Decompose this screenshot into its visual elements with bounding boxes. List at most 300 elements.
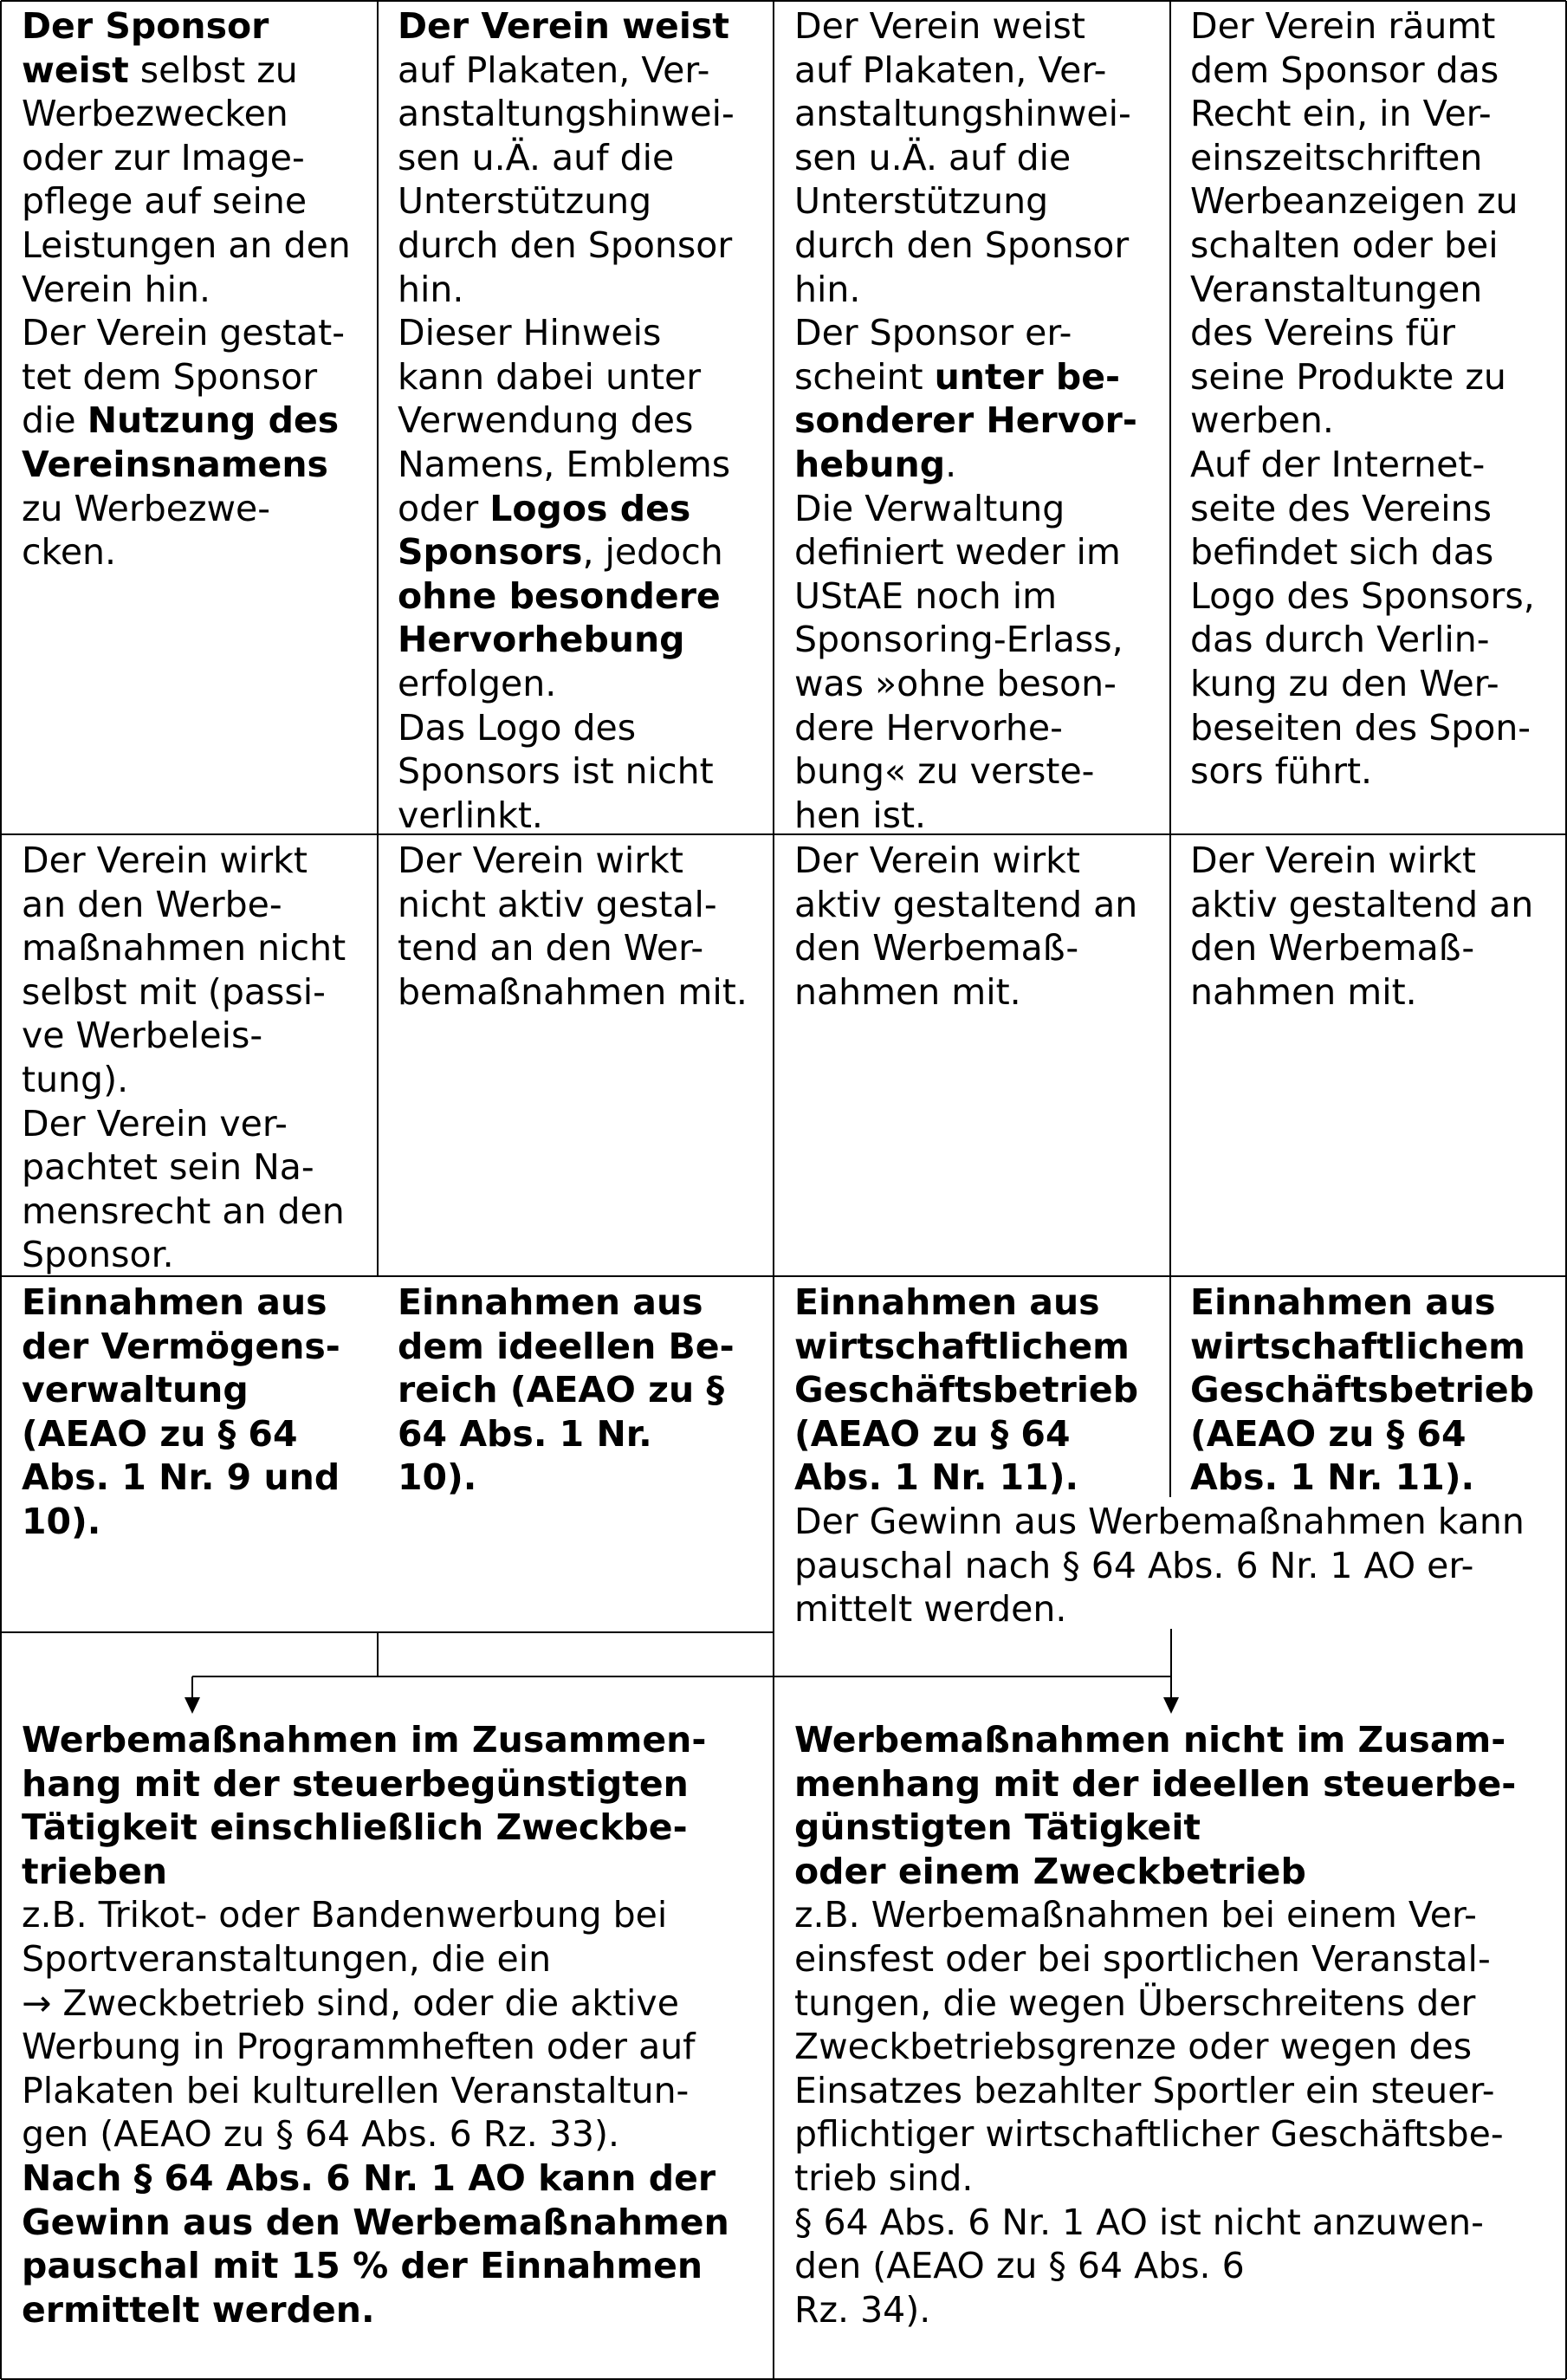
text-run: durch den Sponsor [398,224,733,266]
text-line [794,530,1162,574]
bold-text-run: Nach § 64 Abs. 6 Nr. 1 AO kann der [22,2156,716,2199]
text-run: schalten oder bei [1190,224,1499,266]
text-run: den Werbemaß- [794,927,1079,970]
text-line [22,1325,372,1369]
row1-col3-cell [794,4,1162,837]
text-line [794,1981,1561,2026]
arrow-head-left [185,1697,200,1714]
text-line [398,530,766,574]
text-line [398,1412,766,1456]
text-line [22,1281,372,1325]
text-line [794,1937,1561,1981]
text-line [794,662,1162,706]
text-run: Dieser Hinweis [398,312,662,354]
text-line [22,1806,768,1850]
text-line [1190,662,1558,706]
text-line [794,49,1162,93]
text-run: Der Verein ver- [22,1102,288,1145]
bottom-left-cell [22,1718,768,2331]
text-line [794,749,1162,794]
text-run: , jedoch [582,531,723,574]
bottom-right-cell [794,1718,1561,2331]
text-run: definiert weder im [794,531,1121,574]
text-line [398,839,766,883]
text-line [398,926,766,970]
text-run: hen ist. [794,794,927,836]
text-line [1190,399,1558,443]
text-line [1190,443,1558,487]
text-run: einsfest oder bei sportlichen Veranstal- [794,1937,1491,1980]
text-run: oder [398,487,490,529]
text-line [794,1281,1162,1325]
bold-text-run: Nutzung des [87,399,340,442]
text-line [22,1412,372,1456]
text-line [1190,530,1558,574]
row3-col1-cell [22,1281,372,1544]
bold-text-run: reich (AEAO zu § [398,1369,725,1411]
bold-text-run: Werbemaßnahmen nicht im Zusam- [794,1719,1506,1761]
text-line [22,268,372,312]
text-line [398,1325,766,1369]
text-line [22,2069,768,2113]
arrow-head-right [1163,1697,1179,1714]
text-line [22,2112,768,2156]
bold-text-run: dem ideellen Be- [398,1325,735,1367]
text-line [22,399,372,443]
text-line [794,794,1162,838]
text-line [794,2156,1561,2201]
text-line [1190,224,1558,268]
text-line [794,2288,1561,2332]
bold-text-run: ermittelt werden. [22,2288,375,2331]
text-line [22,926,372,970]
bold-text-run: menhang mit der ideellen steuerbe- [794,1762,1517,1805]
text-run: sen u.Ä. auf die [398,136,675,178]
text-run: pflichtiger wirtschaftlicher Geschäftsbe- [794,2113,1504,2156]
text-run: Plakaten bei kulturellen Veranstaltun- [22,2069,690,2111]
text-line [398,268,766,312]
bold-text-run: Abs. 1 Nr. 11). [1190,1456,1475,1499]
bold-text-run: 10). [398,1456,477,1499]
text-line [794,1368,1162,1412]
text-line [22,2201,768,2245]
text-run: Der Sponsor er- [794,312,1072,354]
text-line [794,1412,1162,1456]
text-line [22,4,372,49]
text-run: Verein hin. [22,268,211,310]
text-run: den (AEAO zu § 64 Abs. 6 [794,2245,1245,2287]
bold-text-run: 10). [22,1500,101,1542]
row1-col1-cell [22,4,372,574]
row2-col3-cell [794,839,1162,1014]
text-line [794,2201,1561,2245]
text-line [398,49,766,93]
text-run: Der Verein wirkt [1190,840,1476,881]
text-run: kung zu den Wer- [1190,662,1499,704]
text-run: das durch Verlin- [1190,619,1490,661]
text-line [794,574,1162,619]
text-line [794,179,1162,224]
text-line [398,794,766,838]
text-run: auf Plakaten, Ver- [398,49,710,91]
text-line [22,1718,768,1762]
text-line [1190,179,1558,224]
text-run: Der Verein gestat- [22,312,346,354]
text-line [398,224,766,268]
text-run: oder zur Image- [22,136,305,178]
text-line [398,662,766,706]
text-line [22,1456,372,1500]
text-line [794,1718,1561,1762]
text-line [22,1014,372,1058]
text-run: Werbeanzeigen zu [1190,180,1518,223]
text-run: anstaltungshinwei- [794,93,1131,135]
text-line [1190,883,1558,927]
text-line [398,355,766,399]
text-line [1190,49,1558,93]
text-line [794,1500,1561,1544]
text-line [22,883,372,927]
text-run: zu Werbezwe- [22,487,271,529]
text-line [1190,926,1558,970]
bold-text-run: pauschal mit 15 % der Einnahmen [22,2245,703,2287]
bold-text-run: wirtschaftlichem [1190,1325,1525,1367]
text-line [22,2244,768,2288]
text-line [22,839,372,883]
text-line [794,618,1162,662]
text-run: Der Verein räumt [1190,5,1496,47]
text-run: tung). [22,1058,129,1100]
text-line [1190,574,1558,619]
text-line [22,2025,768,2069]
text-line [398,1281,766,1325]
text-run: gen (AEAO zu § 64 Abs. 6 Rz. 33). [22,2113,620,2156]
text-run: pachtet sein Na- [22,1146,314,1189]
text-line [794,1325,1162,1369]
shared-note-cell [794,1500,1561,1631]
bold-text-run: günstigten Tätigkeit [794,1806,1201,1849]
text-line [398,574,766,619]
text-run: hin. [398,268,464,310]
bold-text-run: Tätigkeit einschließlich Zweckbe- [22,1806,688,1849]
text-run: z.B. Trikot- oder Bandenwerbung bei [22,1894,668,1936]
text-line [1190,1456,1558,1500]
text-run: Der Verein wirkt [398,840,683,881]
text-run: bemaßnahmen mit. [398,970,748,1013]
text-run: seite des Vereins [1190,487,1492,529]
text-line [398,179,766,224]
bold-text-run: weist [22,49,129,91]
text-run: Recht ein, in Ver- [1190,93,1492,135]
text-run: trieb sind. [794,2156,974,2199]
text-line [22,1981,768,2026]
text-run: auf Plakaten, Ver- [794,49,1107,91]
row3-col4-cell [1190,1281,1558,1500]
text-run: . [945,443,957,485]
text-run: Das Logo des [398,706,637,749]
text-line [398,618,766,662]
row1-col4-cell [1190,4,1558,794]
text-line [1190,706,1558,750]
text-line [1190,1325,1558,1369]
text-run: nahmen mit. [1190,970,1417,1013]
text-run: Der Verein weist [794,5,1085,47]
text-line [22,1190,372,1234]
text-line [398,883,766,927]
text-run: tet dem Sponsor [22,355,318,398]
text-line [794,92,1162,136]
text-line [22,2288,768,2332]
text-line [1190,311,1558,355]
text-run: cken. [22,531,117,574]
text-run: → Zweckbetrieb sind, oder die aktive [22,1981,679,2024]
bold-text-run: Einnahmen aus [22,1281,327,1323]
text-line [794,487,1162,531]
bold-text-run: (AEAO zu § 64 [794,1412,1071,1455]
bold-text-run: der Vermögens- [22,1325,340,1367]
text-line [398,311,766,355]
text-run: selbst zu [128,49,298,91]
text-line [1190,92,1558,136]
text-line [1190,4,1558,49]
text-run: des Vereins für [1190,312,1455,354]
text-line [22,1850,768,1894]
text-line [22,224,372,268]
text-run: Namens, Emblems [398,443,731,485]
text-line [794,355,1162,399]
text-run: sen u.Ä. auf die [794,136,1072,178]
bold-text-run: Der Sponsor [22,5,269,47]
text-line [794,1456,1162,1500]
text-run: ve Werbeleis- [22,1015,263,1057]
text-run: aktiv gestaltend an [1190,883,1534,925]
text-run: maßnahmen nicht [22,927,346,970]
text-line [22,92,372,136]
text-line [22,179,372,224]
bold-text-run: wirtschaftlichem [794,1325,1130,1367]
bold-text-run: Hervorhebung [398,619,685,661]
text-line [1190,749,1558,794]
text-line [22,1233,372,1277]
text-line [794,883,1162,927]
text-line [398,4,766,49]
text-line [1190,355,1558,399]
text-line [794,1544,1561,1588]
text-line [22,487,372,531]
text-run: selbst mit (passi- [22,970,326,1013]
text-line [794,926,1162,970]
text-line [1190,1368,1558,1412]
text-line [794,2025,1561,2069]
text-line [398,136,766,180]
bold-text-run: Einnahmen aus [1190,1281,1496,1323]
text-run: Zweckbetriebsgrenze oder wegen des [794,2026,1473,2068]
text-line [794,2244,1561,2288]
text-line [1190,1281,1558,1325]
text-line [794,311,1162,355]
text-line [794,1850,1561,1894]
text-run: bung« zu verste- [794,750,1095,793]
bold-text-run: ohne besondere [398,574,721,617]
text-run: scheint [794,355,935,398]
bold-text-run: Der Verein weist [398,5,729,47]
text-line [794,839,1162,883]
text-run: durch den Sponsor [794,224,1130,266]
text-run: befindet sich das [1190,531,1494,574]
text-line [22,443,372,487]
text-run: mensrecht an den [22,1190,345,1232]
text-run: z.B. Werbemaßnahmen bei einem Ver- [794,1894,1477,1936]
text-run: Rz. 34). [794,2288,931,2331]
bold-text-run: Einnahmen aus [398,1281,703,1323]
text-run: Der Gewinn aus Werbemaßnahmen kann [794,1501,1525,1542]
text-line [794,399,1162,443]
text-run: anstaltungshinwei- [398,93,735,135]
bold-text-run: Werbemaßnahmen im Zusammen- [22,1719,707,1761]
text-line [398,487,766,531]
text-line [398,399,766,443]
row2-col4-cell [1190,839,1558,1014]
text-line [22,311,372,355]
row2-col2-cell [398,839,766,1014]
text-run: nahmen mit. [794,970,1021,1013]
text-line [1190,618,1558,662]
text-line [794,224,1162,268]
text-line [398,749,766,794]
text-line [398,1456,766,1500]
text-run: Leistungen an den [22,224,351,266]
bold-text-run: (AEAO zu § 64 [22,1412,298,1455]
bold-text-run: hebung [794,443,946,485]
text-run: beseiten des Spon- [1190,706,1531,749]
bold-text-run: Abs. 1 Nr. 9 und [22,1456,340,1499]
text-line [22,355,372,399]
text-line [22,1893,768,1937]
text-run: erfolgen. [398,662,557,704]
text-line [22,1145,372,1190]
text-run: Werbung in Programmheften oder auf [22,2026,696,2068]
text-run: mittelt werden. [794,1588,1067,1631]
text-line [22,49,372,93]
text-line [22,1500,372,1544]
bold-text-run: (AEAO zu § 64 [1190,1412,1467,1455]
text-run: aktiv gestaltend an [794,883,1138,925]
text-run: § 64 Abs. 6 Nr. 1 AO ist nicht anzuwen- [794,2201,1484,2243]
text-line [794,1587,1561,1631]
bold-text-run: Abs. 1 Nr. 11). [794,1456,1079,1499]
text-run: Sponsors ist nicht [398,750,714,793]
text-run: Die Verwaltung [794,487,1065,529]
text-run: Logo des Sponsors, [1190,574,1535,617]
text-run: Sponsoring-Erlass, [794,619,1123,661]
text-run: dere Hervorhe- [794,706,1063,749]
row2-col1-cell [22,839,372,1277]
text-run: verlinkt. [398,794,543,836]
text-line [794,970,1162,1015]
text-run: UStAE noch im [794,574,1058,617]
text-line [1190,487,1558,531]
bold-text-run: sonderer Hervor- [794,399,1137,442]
text-line [22,1368,372,1412]
bold-text-run: oder einem Zweckbetrieb [794,1850,1306,1892]
text-run: hin. [794,268,861,310]
text-line [794,1762,1561,1806]
text-line [794,4,1162,49]
text-line [794,1806,1561,1850]
text-run: die [22,399,87,442]
text-line [22,1102,372,1146]
text-line [1190,1412,1558,1456]
text-line [22,970,372,1015]
text-line [22,1762,768,1806]
text-run: Unterstützung [794,180,1049,223]
text-run: Unterstützung [398,180,652,223]
text-run: an den Werbe- [22,883,282,925]
text-run: Veranstaltungen [1190,268,1483,310]
text-line [1190,268,1558,312]
text-line [794,706,1162,750]
text-line [1190,136,1558,180]
text-run: was »ohne beson- [794,662,1117,704]
text-line [22,2156,768,2201]
bold-text-run: Logos des [489,487,691,529]
bold-text-run: verwaltung [22,1369,249,1411]
bold-text-run: Sponsors [398,531,583,574]
text-line [794,443,1162,487]
text-run: Auf der Internet- [1190,443,1486,485]
text-line [794,2069,1561,2113]
row1-col2-cell [398,4,766,837]
text-run: pflege auf seine [22,180,308,223]
bold-text-run: Gewinn aus den Werbemaßnahmen [22,2201,729,2243]
text-line [398,706,766,750]
text-run: Werbezwecken [22,93,288,135]
text-line [398,92,766,136]
bold-text-run: trieben [22,1850,168,1892]
text-run: sors führt. [1190,750,1373,793]
text-line [22,1937,768,1981]
text-run: Sportveranstaltungen, die ein [22,1937,552,1980]
bold-text-run: Vereinsnamens [22,443,328,485]
text-run: seine Produkte zu [1190,355,1506,398]
text-line [22,530,372,574]
text-run: tend an den Wer- [398,927,704,970]
text-run: tungen, die wegen Überschreitens der [794,1981,1476,2024]
text-run: Einsatzes bezahlter Sportler ein steuer- [794,2069,1495,2111]
bold-text-run: Geschäftsbetrieb [1190,1369,1535,1411]
text-run: Sponsor. [22,1234,174,1276]
text-run: einszeitschriften [1190,136,1483,178]
text-run: werben. [1190,399,1334,442]
text-line [398,1368,766,1412]
text-line [794,1893,1561,1937]
text-run: kann dabei unter [398,355,702,398]
row3-col3-cell [794,1281,1162,1500]
bold-text-run: Geschäftsbetrieb [794,1369,1139,1411]
text-run: nicht aktiv gestal- [398,883,717,925]
bold-text-run: unter be- [934,355,1121,398]
text-line [22,1058,372,1102]
text-line [398,970,766,1015]
text-run: dem Sponsor das [1190,49,1499,91]
text-run: Der Verein wirkt [794,840,1080,881]
text-line [22,136,372,180]
text-run: den Werbemaß- [1190,927,1475,970]
text-line [794,136,1162,180]
text-run: Verwendung des [398,399,694,442]
text-run: pauschal nach § 64 Abs. 6 Nr. 1 AO er- [794,1544,1474,1586]
bold-text-run: hang mit der steuerbegünstigten [22,1762,689,1805]
